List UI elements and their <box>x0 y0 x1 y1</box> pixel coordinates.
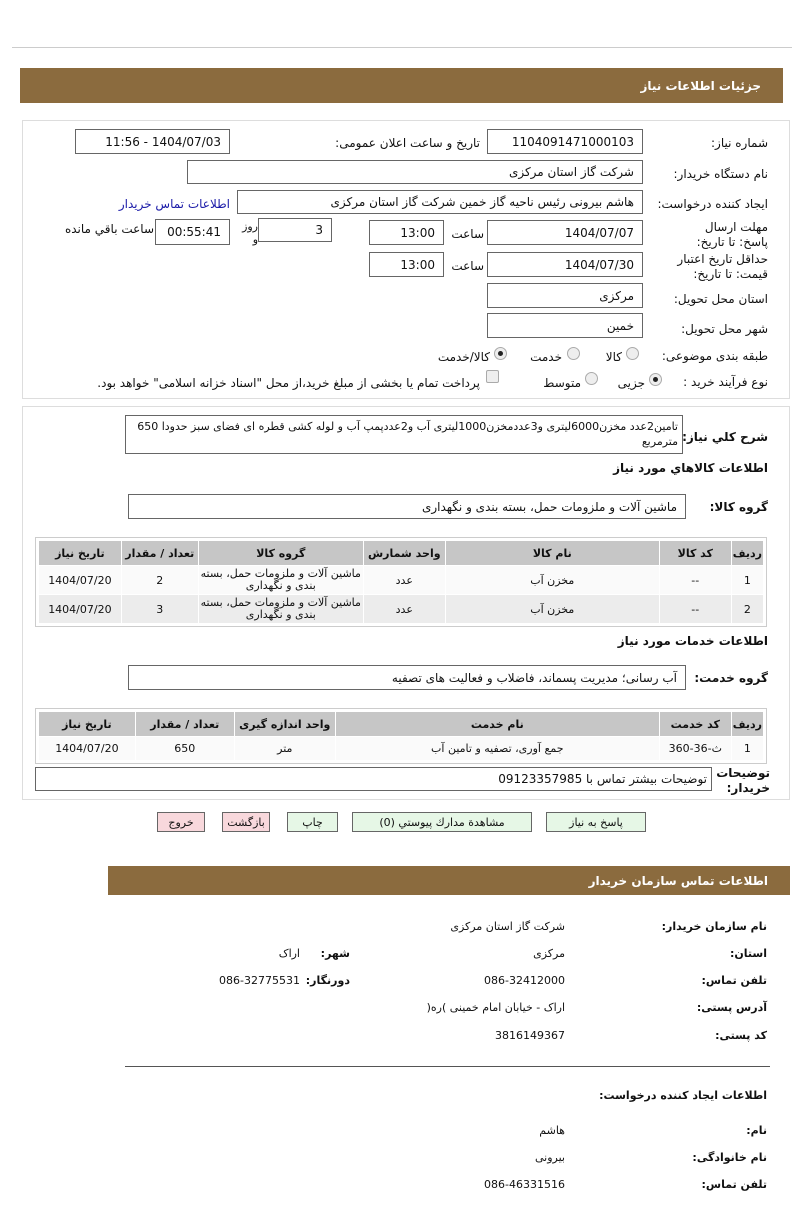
attachments-button[interactable]: مشاهدة مدارك پيوستي (0) <box>352 812 532 832</box>
col-date: تاریخ نیاز <box>39 712 136 737</box>
province-value: مرکزی <box>533 947 565 960</box>
buyer-field: شرکت گاز استان مرکزی <box>187 160 643 184</box>
postal-label: کد پستی: <box>715 1029 767 1042</box>
contact-divider <box>125 1066 770 1067</box>
address-label: آدرس پستی: <box>696 1001 767 1014</box>
category-option-service: خدمت <box>530 350 562 364</box>
creator-phone-label: تلفن تماس: <box>701 1178 767 1191</box>
notes-label: توضیحات خریدار: <box>716 766 770 795</box>
table-row <box>39 595 764 624</box>
services-section-title: اطلاعات خدمات مورد نياز <box>617 634 768 648</box>
cell: عدد <box>363 595 445 624</box>
col-qty: تعداد / مقدار <box>135 712 234 737</box>
fax-label: دورنگار: <box>305 974 350 987</box>
validity-label: حداقل تاریخ اعتبار قیمت: تا تاریخ: <box>677 252 768 281</box>
back-button[interactable]: بازگشت <box>222 812 270 832</box>
validity-time-field: 13:00 <box>369 252 444 277</box>
announce-field: 1404/07/03 - 11:56 <box>75 129 230 154</box>
treasury-text: پرداخت تمام یا بخشی از مبلغ خرید،از محل "اسناد خزانه اسلامی" خواهد بود. <box>97 376 480 390</box>
city-label-2: شهر: <box>320 947 350 960</box>
col-date: تاریخ نیاز <box>39 541 122 566</box>
cell: -- <box>659 595 731 624</box>
province-label-2: استان: <box>730 947 767 960</box>
family-label: نام خانوادگی: <box>692 1151 767 1164</box>
address-value: اراک - خیابان امام خمینی )ره( <box>426 1001 565 1014</box>
contact-header <box>108 866 790 895</box>
notes-field: توضیحات بیشتر تماس با 09123357985 <box>35 767 712 791</box>
service-group-label: گروه خدمت: <box>694 671 768 685</box>
fax-value: 086-32775531 <box>219 974 300 987</box>
page-title: جزئیات اطلاعات نیاز <box>640 78 761 93</box>
category-option-goods: کالا <box>605 350 622 364</box>
province-label: استان محل تحویل: <box>673 292 768 306</box>
print-button[interactable]: چاپ <box>287 812 338 832</box>
buyer-contact-link[interactable]: اطلاعات تماس خریدار <box>118 197 230 211</box>
validity-date-field: 1404/07/30 <box>487 252 643 277</box>
cell: 2 <box>731 595 763 624</box>
cell: جمع آوری، تصفیه و تامین آب <box>335 737 659 761</box>
cell: مخزن آب <box>445 566 659 595</box>
col-code: کد کالا <box>659 541 731 566</box>
cell: 650 <box>135 737 234 761</box>
cell: ماشین آلات و ملزومات حمل، بسته بندی و نگهداری <box>198 595 363 624</box>
days-label: روز و <box>242 220 258 246</box>
goods-group-field: ماشین آلات و ملزومات حمل، بسته بندی و نگهداری <box>128 494 686 519</box>
exit-button[interactable]: خروج <box>157 812 205 832</box>
col-unit: واحد اندازه گیری <box>234 712 335 737</box>
announce-label: تاریخ و ساعت اعلان عمومی: <box>335 136 480 150</box>
goods-group-label: گروه کالا: <box>709 500 768 514</box>
col-group: گروه کالا <box>198 541 363 566</box>
name-label: نام: <box>746 1124 767 1137</box>
remaining-label: ساعت باقي مانده <box>64 222 154 236</box>
remaining-field: 00:55:41 <box>155 219 230 245</box>
category-radio-service[interactable] <box>567 347 580 360</box>
category-radio-goods-service[interactable] <box>494 347 507 360</box>
cell: 3 <box>121 595 198 624</box>
process-radio-minor[interactable] <box>649 373 662 386</box>
cell: متر <box>234 737 335 761</box>
cell: 1 <box>731 566 763 595</box>
city-label: شهر محل تحویل: <box>681 322 768 336</box>
goods-table <box>35 537 767 627</box>
cell: -- <box>659 566 731 595</box>
col-row: ردیف <box>731 712 763 737</box>
col-name: نام کالا <box>445 541 659 566</box>
family-value: بیرونی <box>535 1151 565 1164</box>
category-label: طبقه بندی موضوعی: <box>661 349 768 363</box>
reply-button[interactable]: پاسخ به نیاز <box>546 812 646 832</box>
phone-label: تلفن تماس: <box>701 974 767 987</box>
deadline-date-field: 1404/07/07 <box>487 220 643 245</box>
col-code: کد خدمت <box>659 712 731 737</box>
phone-value: 086-32412000 <box>484 974 565 987</box>
contact-title: اطلاعات تماس سازمان خریدار <box>588 873 768 888</box>
need-number-label: شماره نیاز: <box>711 136 768 150</box>
cell: مخزن آب <box>445 595 659 624</box>
top-divider <box>12 47 792 48</box>
city-field: خمین <box>487 313 643 338</box>
table-row <box>39 566 764 595</box>
postal-value: 3816149367 <box>495 1029 565 1042</box>
creator-field: هاشم بیرونی رئیس ناحیه گاز خمین شرکت گاز استان مرکزی <box>237 190 643 214</box>
creator-info-title: اطلاعات ایجاد کننده درخواست: <box>599 1089 767 1102</box>
col-name: نام خدمت <box>335 712 659 737</box>
desc-field: تامین2عدد مخزن6000لیتری و3عددمخزن1000لیتری آب و2عددپمپ آب و لوله کشی قطره ای فضای سبز حدودا 650 مترمربع <box>125 415 683 454</box>
col-qty: تعداد / مقدار <box>121 541 198 566</box>
cell: 1404/07/20 <box>39 737 136 761</box>
creator-label: ایجاد کننده درخواست: <box>657 197 768 211</box>
process-option-medium: متوسط <box>543 376 581 390</box>
org-value: شرکت گاز استان مرکزی <box>450 920 565 933</box>
col-row: ردیف <box>731 541 763 566</box>
deadline-time-field: 13:00 <box>369 220 444 245</box>
province-field: مرکزی <box>487 283 643 308</box>
deadline-label: مهلت ارسال پاسخ: تا تاریخ: <box>696 220 768 249</box>
table-row <box>39 737 764 761</box>
category-option-goods-service: کالا/خدمت <box>437 350 490 364</box>
city-value: اراک <box>278 947 300 960</box>
cell: ماشین آلات و ملزومات حمل، بسته بندی و نگهداری <box>198 566 363 595</box>
cell: 1 <box>731 737 763 761</box>
name-value: هاشم <box>539 1124 565 1137</box>
process-label: نوع فرآیند خرید : <box>683 375 768 389</box>
cell: 2 <box>121 566 198 595</box>
deadline-time-label: ساعت <box>451 227 484 241</box>
validity-time-label: ساعت <box>451 259 484 273</box>
cell: 1404/07/20 <box>39 595 122 624</box>
desc-label: شرح کلي نياز: <box>682 430 768 444</box>
treasury-checkbox[interactable] <box>486 370 499 383</box>
category-radio-goods[interactable] <box>626 347 639 360</box>
days-field: 3 <box>258 218 332 242</box>
process-option-minor: جزیی <box>617 376 645 390</box>
creator-phone-value: 086-46331516 <box>484 1178 565 1191</box>
goods-table-header <box>39 541 764 566</box>
process-radio-medium[interactable] <box>585 372 598 385</box>
col-unit: واحد شمارش <box>363 541 445 566</box>
cell: 1404/07/20 <box>39 566 122 595</box>
services-table-header <box>39 712 764 737</box>
goods-section-title: اطلاعات کالاهاي مورد نياز <box>613 461 768 475</box>
services-table <box>35 708 767 764</box>
service-group-field: آب رسانی؛ مدیریت پسماند، فاضلاب و فعالیت های تصفیه <box>128 665 686 690</box>
cell: عدد <box>363 566 445 595</box>
page-header <box>20 68 783 103</box>
org-label: نام سازمان خریدار: <box>661 920 767 933</box>
need-number-field: 1104091471000103 <box>487 129 643 154</box>
buyer-label: نام دستگاه خریدار: <box>673 167 768 181</box>
cell: ث-36-360 <box>659 737 731 761</box>
